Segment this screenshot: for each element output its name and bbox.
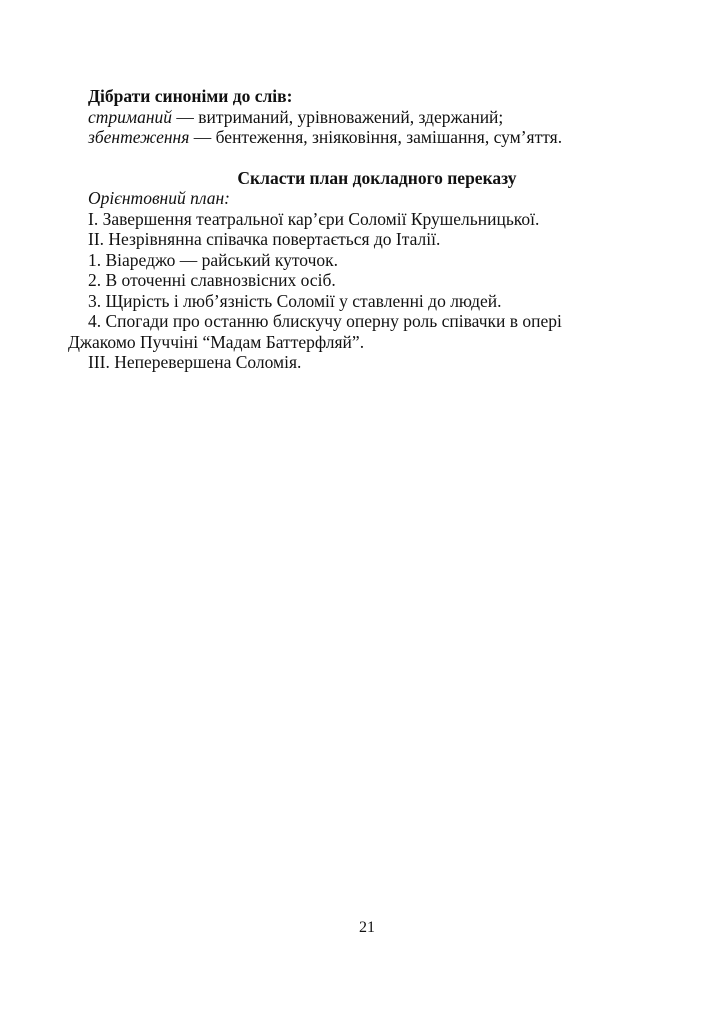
plan-item-continuation: Джакомо Пуччіні “Мадам Баттерфляй”. xyxy=(68,331,365,352)
plan-subtitle: Орієнтовний план: xyxy=(88,188,230,208)
page-text xyxy=(68,86,640,373)
synonym-entry xyxy=(68,127,640,148)
plan-item: 3. Щирість і люб’язність Соломії у ставленні до людей. xyxy=(88,290,502,311)
plan-item: III. Неперевершена Соломія. xyxy=(88,352,302,372)
synonyms-title: Дібрати синоніми до слів: xyxy=(88,86,293,106)
synonym-word: стриманий xyxy=(88,106,173,127)
synonym-dash: — xyxy=(189,127,216,147)
synonym-dash: — xyxy=(172,106,199,127)
plan-title: Скласти план докладного переказу xyxy=(237,167,517,188)
synonym-word: збентеження xyxy=(88,127,190,147)
plan-item: II. Незрівнянна співачка повертається до Італії. xyxy=(88,229,441,249)
plan-item: I. Завершення театральної кар’єри Соломії Крушельницької. xyxy=(88,208,540,229)
plan-item: 4. Спогади про останню блискучу оперну роль співачки в опері xyxy=(88,311,562,331)
synonym-list: витриманий, урівноважений, здержаний; xyxy=(198,106,504,127)
synonym-entry xyxy=(68,107,640,128)
page-number: 21 xyxy=(359,919,375,936)
plan-item: 2. В оточенні славнозвісних осіб. xyxy=(88,270,336,290)
plan-item: 1. Віареджо — райський куточок. xyxy=(88,249,339,270)
synonym-list: бентеження, зніяковіння, замішання, сум’яття. xyxy=(215,127,563,147)
